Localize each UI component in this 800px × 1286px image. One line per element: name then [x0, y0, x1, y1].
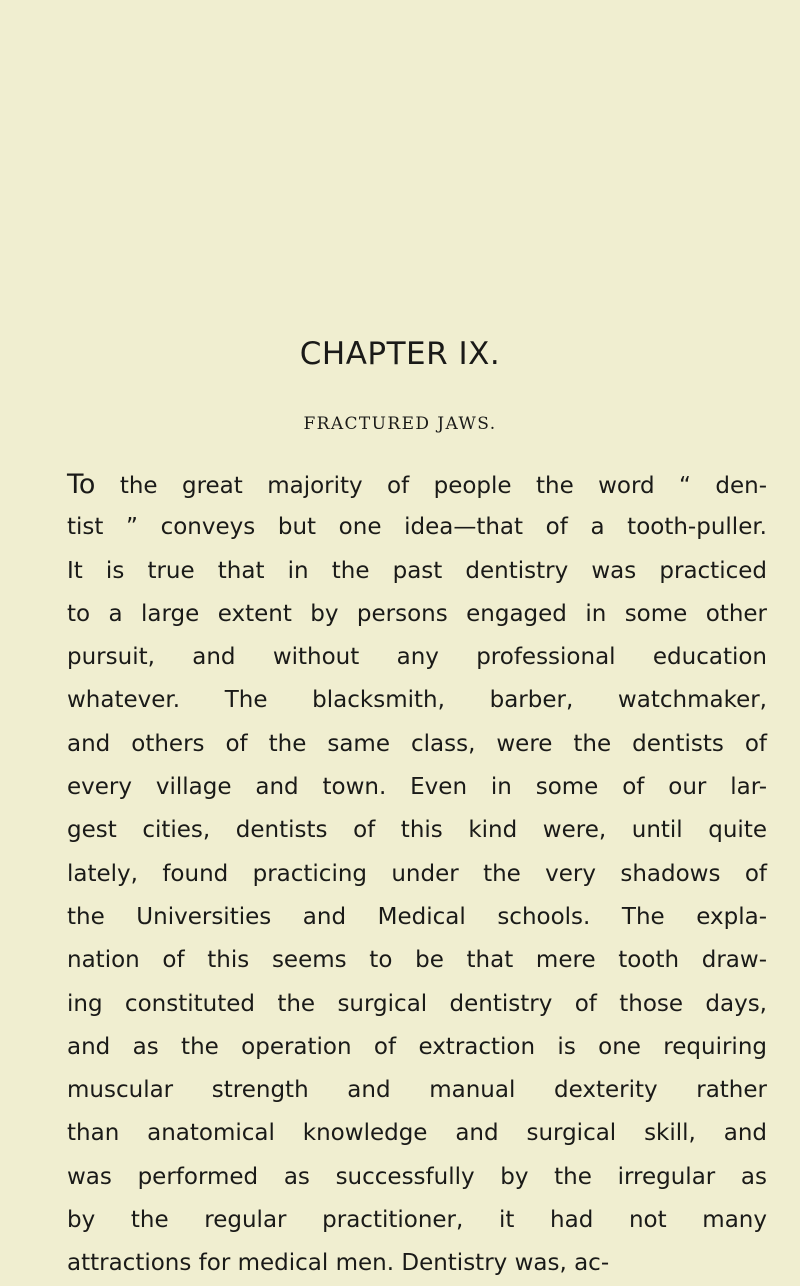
text-line-18: by the regular practitioner, it had not many: [67, 1207, 767, 1234]
text-line-10: lately, found practicing under the very shadows of: [67, 860, 767, 887]
initial-word: To: [67, 469, 96, 500]
text-line-1: [67, 463, 767, 506]
section-title: FRACTURED JAWS.: [303, 414, 497, 434]
text-line-1-rest: the great majority of people the word “ den-: [95, 473, 767, 499]
text-line-15: muscular strength and manual dexterity rather: [67, 1077, 767, 1104]
text-line-6: whatever. The blacksmith, barber, watchmaker,: [67, 687, 767, 714]
text-line-19: attractions for medical men. Dentistry was, ac-: [67, 1250, 610, 1277]
text-line-9: gest cities, dentists of this kind were, until quite: [67, 817, 767, 844]
text-line-5: pursuit, and without any professional education: [67, 644, 767, 671]
text-line-14: and as the operation of extraction is one requiring: [67, 1033, 767, 1060]
text-line-2: tist ” conveys but one idea—that of a tooth-puller.: [67, 514, 767, 541]
text-line-16: than anatomical knowledge and surgical skill, and: [67, 1120, 767, 1147]
text-line-4: to a large extent by persons engaged in some other: [67, 600, 767, 627]
text-line-3: It is true that in the past dentistry was practiced: [67, 557, 767, 584]
body-paragraph: [67, 463, 767, 1286]
text-line-11: the Universities and Medical schools. The expla-: [67, 903, 767, 930]
chapter-title: CHAPTER IX.: [299, 336, 501, 372]
text-line-12: nation of this seems to be that mere tooth draw-: [67, 947, 767, 974]
text-line-7: and others of the same class, were the dentists of: [67, 730, 767, 757]
text-line-8: every village and town. Even in some of our lar-: [67, 774, 767, 801]
text-line-13: ing constituted the surgical dentistry of those days,: [67, 990, 767, 1017]
text-line-17: was performed as successfully by the irregular as: [67, 1163, 767, 1190]
